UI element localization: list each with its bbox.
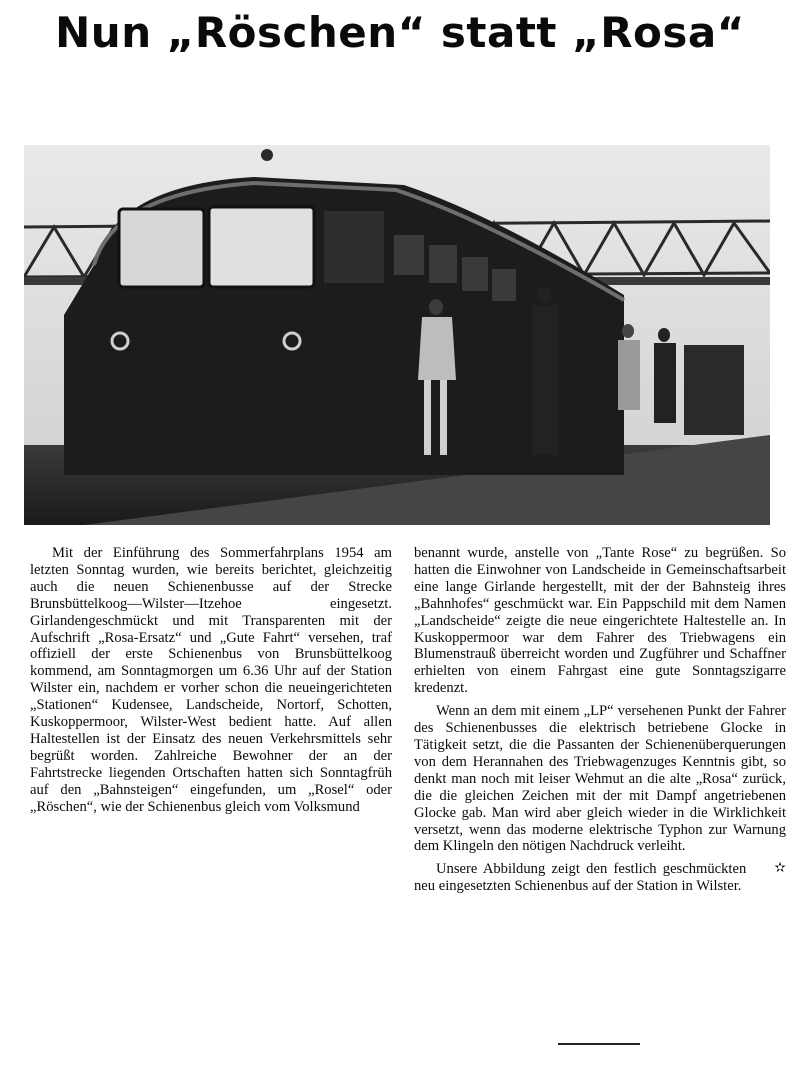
article-column-right (414, 545, 786, 895)
paragraph-3 (414, 861, 786, 895)
railbus-photo (24, 145, 770, 525)
paragraph-2: Wenn an dem mit einem „LP“ versehenen Punkt der Fahrer des Schienenbusses die elektrisch betriebene Glocke in Tätigkeit setzt, die die Passanten der Schienenüberquerungen von dem Herannahen des Triebwagenzuges Kenntnis gibt, so denkt man noch mit leiser Wehmut an die alte „Rosa“ zurück, die die gleichen Zeichen mit der mit Dampf angetriebenen Glocke gab. Man wird aber gleich wieder in die Wirklichkeit versetzt, wenn das moderne elektrische Typhon zur Warnung dem Klingeln den nötigen Nachdruck verleiht. (414, 703, 786, 855)
end-rule (558, 1043, 640, 1045)
paragraph-3-text: Unsere Abbildung zeigt den festlich geschmückten neu eingesetzten Schienenbus auf der Station in Wilster. (414, 861, 747, 895)
paragraph-1-continued: benannt wurde, anstelle von „Tante Rose“ zu begrüßen. So hatten die Einwohner von Landscheide in Gemeinschaftsarbeit eine lange Girlande hergestellt, mit der der Bahnsteig ihres „Bahnhofes“ geschmückt war. Ein Pappschild mit dem Namen „Landscheide“ zeigte die neue eingerichtete Haltestelle an. In Kuskoppermoor war dem Fahrer des Triebwagens ein Blumenstrauß überreicht worden und Zugführer und Schaffner erhielten von einem Fahrgast eine gute Sonntagszigarre kredenzt. (414, 545, 786, 697)
paragraph-1: Mit der Einführung des Sommerfahrplans 1954 am letzten Sonntag wurden, wie bereits berichtet, gleichzeitig auch die neuen Schienenbusse auf der Strecke Brunsbüttelkoog—Wilster—Itzehoe eingesetzt. Girlandengeschmückt und mit Transparenten mit der Aufschrift „Rosa-Ersatz“ und „Gute Fahrt“ versehen, traf offiziell der erste Schienenbus von Brunsbüttelkoog kommend, am Sonntagmorgen um 6.36 Uhr auf der Station Wilster ein, nachdem er vorher schon die neueingerichteten „Stationen“ Kudensee, Landscheide, Nortorf, Schotten, Kuskoppermoor, Wilster-West bedient hatte. Auf allen Haltestellen ist der Einsatz des neuen Verkehrsmittels sehr begrüßt worden. Zahlreiche Bewohner der an der Fahrtstrecke liegenden Ortschaften hatten sich Sonntagfrüh auf den „Bahnsteigen“ eingefunden, um „Rosel“ oder „Röschen“, wie der Schienenbus gleich vom Volksmund (30, 545, 392, 815)
headline: Nun „Röschen“ statt „Rosa“ (55, 8, 745, 57)
article-column-left (30, 545, 392, 816)
star-icon: ✫ (774, 861, 786, 877)
